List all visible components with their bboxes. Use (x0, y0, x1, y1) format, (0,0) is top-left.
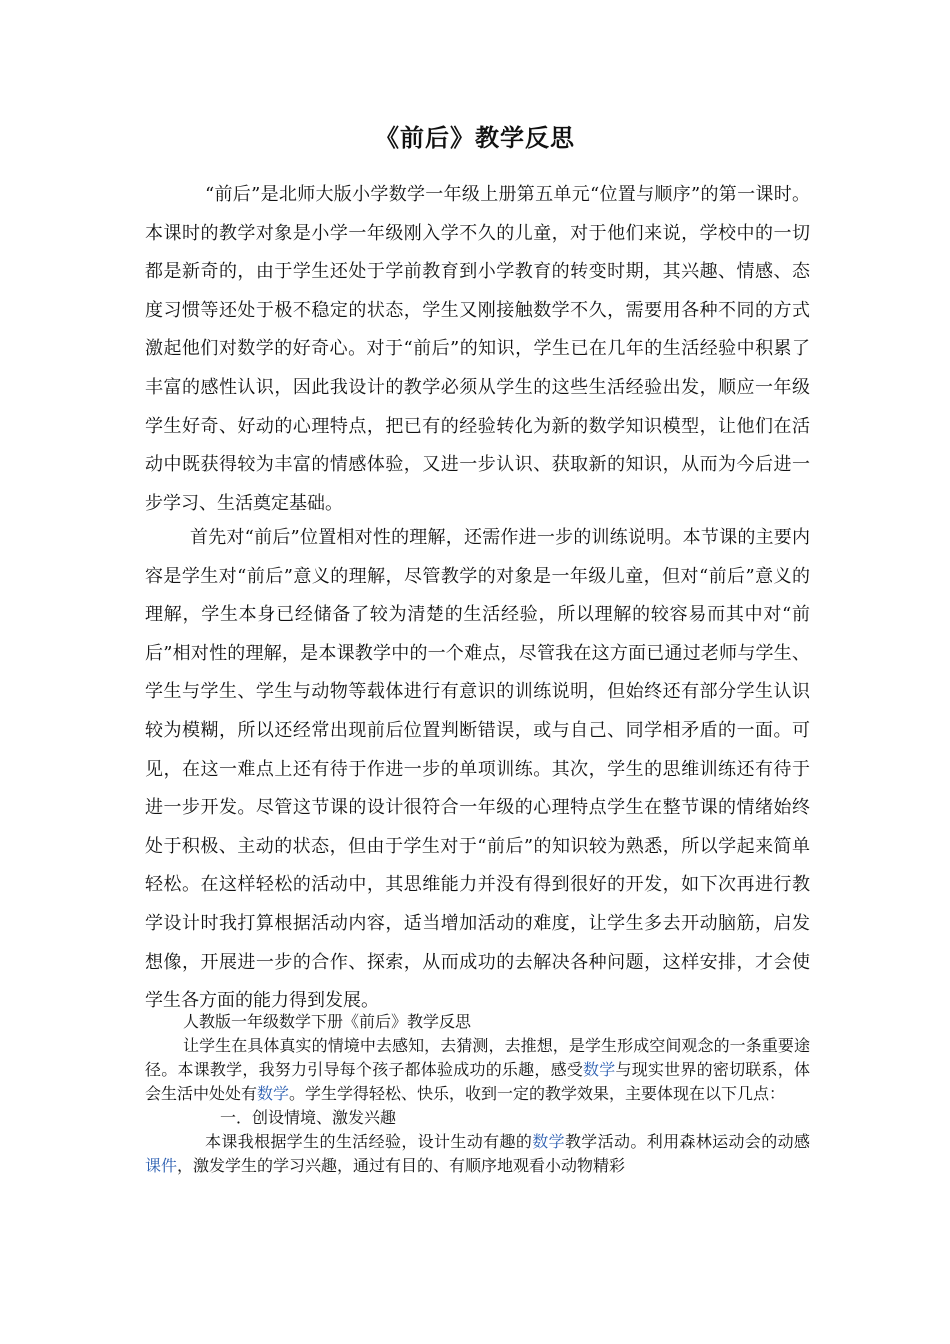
section-heading-1: 一．创设情境、激发兴趣 (220, 1108, 397, 1127)
paragraph-3 (145, 1034, 810, 1106)
paragraph-1: “前后”是北师大版小学数学一年级上册第五单元“位置与顺序”的第一课时。本课时的教学对象是小学一年级刚入学不久的儿童，对于他们来说，学校中的一切都是新奇的，由于学生还处于学前教育到小学教育的转变时期，其兴趣、情感、态度习惯等还处于极不稳定的状态，学生又刚接触数学不久，需要用各种不同的方式激起他们对数学的好奇心。对于“前后”的知识，学生已在几年的生活经验中积累了丰富的感性认识，因此我设计的教学必须从学生的这些生活经验出发，顺应一年级学生好奇、好动的心理特点，把已有的经验转化为新的数学知识模型，让他们在活动中既获得较为丰富的情感体验，又进一步认识、获取新的知识，从而为今后进一步学习、生活奠定基础。 (145, 184, 810, 514)
paragraph-2: 首先对“前后”位置相对性的理解，还需作进一步的训练说明。本节课的主要内容是学生对“前后”意义的理解，尽管教学的对象是一年级儿童，但对“前后”意义的理解，学生本身已经储备了较为清楚的生活经验，所以理解的较容易而其中对“前后”相对性的理解，是本课教学中的一个难点，尽管我在这方面已通过老师与学生、学生与学生、学生与动物等载体进行有意识的训练说明，但始终还有部分学生认识较为模糊，所以还经常出现前后位置判断错误，或与自己、同学相矛盾的一面。可见，在这一难点上还有待于作进一步的单项训练。其次，学生的思维训练还有待于进一步开发。尽管这节课的设计很符合一年级的心理特点学生在整节课的情绪始终处于积极、主动的状态，但由于学生对于“前后”的知识较为熟悉，所以学起来简单轻松。在这样轻松的活动中，其思维能力并没有得到很好的开发，如下次再进行教学设计时我打算根据活动内容，适当增加活动的难度，让学生多去开动脑筋，启发想像，开展进一步的合作、探索，从而成功的去解决各种问题，这样安排，才会使学生各方面的能力得到发展。 (145, 527, 810, 1012)
paragraph-4 (145, 1130, 810, 1178)
math-link-3[interactable]: 数学 (532, 1132, 565, 1151)
math-link-2[interactable]: 数学 (257, 1084, 290, 1103)
math-link-1[interactable]: 数学 (583, 1060, 616, 1079)
courseware-link[interactable]: 课件 (145, 1156, 178, 1175)
document-title: 《前后》教学反思 (375, 124, 575, 152)
paragraph-4-text-b: 教学活动。利用森林运动会的动感 (564, 1132, 810, 1151)
paragraph-3-text-b: 与现实世界的密切联系，体会生活中处处有 (145, 1060, 810, 1103)
paragraph-3-text-a: 让学生在具体真实的情境中去感知，去猜测，去推想，是学生形成空间观念的一条重要途径。本课教学，我努力引导每个孩子都体验成功的乐趣，感受 (145, 1036, 810, 1079)
paragraph-4-text-a: 本课我根据学生的生活经验，设计生动有趣的 (205, 1132, 533, 1151)
paragraph-3-text-c: 。学生学得轻松、快乐，收到一定的教学效果，主要体现在以下几点： (289, 1084, 786, 1103)
paragraph-4-text-c: ，激发学生的学习兴趣，通过有目的、有顺序地观看小动物精彩 (177, 1156, 626, 1175)
section-2-subtitle: 人教版一年级数学下册《前后》教学反思 (183, 1012, 472, 1031)
section-2 (145, 1010, 810, 1178)
